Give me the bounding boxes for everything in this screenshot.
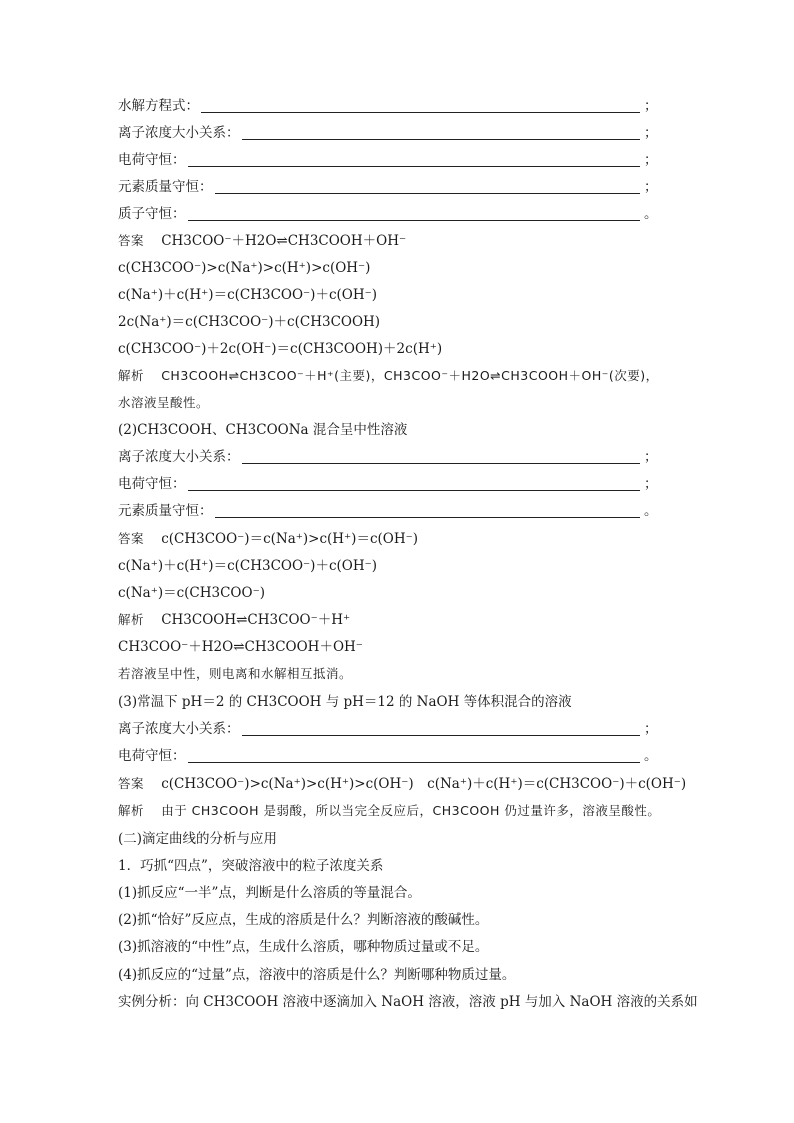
answer-text: c(Na⁺)＋c(H⁺)＝c(CH3COO⁻)＋c(OH⁻) <box>118 287 378 303</box>
hydrolysis-blank[interactable] <box>201 99 640 113</box>
answer-text: c(CH3COO⁻)＝c(Na⁺)>c(H⁺)＝c(OH⁻) <box>161 531 419 547</box>
mass-label: 元素质量守恒： <box>118 503 213 519</box>
ion-order-line <box>118 720 658 738</box>
answer-text: c(CH3COO⁻)＋2c(OH⁻)＝c(CH3COOH)＋2c(H⁺) <box>118 341 443 357</box>
ion-order-label: 离子浓度大小关系： <box>118 125 240 141</box>
charge-balance-line <box>118 475 658 493</box>
answer-text: c(Na⁺)＝c(CH3COO⁻) <box>118 585 265 601</box>
section-heading: (2)CH3COOH、CH3COONa 混合呈中性溶液 <box>118 422 408 438</box>
subheading: 1．巧抓“四点”，突破溶液中的粒子浓度关系 <box>118 858 384 874</box>
answer-prefix: 答案 <box>118 233 145 248</box>
analysis-prefix: 解析 <box>118 368 145 383</box>
ion-order-end: ； <box>644 449 658 465</box>
analysis-prefix: 解析 <box>118 803 145 818</box>
charge-label: 电荷守恒： <box>118 748 186 764</box>
mass-balance-line <box>118 178 658 196</box>
analysis-text: 水溶液呈酸性。 <box>118 395 210 410</box>
answer-line <box>118 557 377 575</box>
analysis-prefix: 解析 <box>118 612 145 627</box>
charge-balance-line <box>118 151 658 169</box>
answer-prefix: 答案 <box>118 776 145 791</box>
ion-order-blank[interactable] <box>242 450 641 464</box>
answer-line <box>118 775 686 793</box>
proton-end: 。 <box>644 206 658 222</box>
analysis-line <box>118 611 350 629</box>
analysis-text: CH3COOH⇌CH3COO⁻＋H⁺(主要)，CH3COO⁻＋H2O⇌CH3COOH＋OH⁻(次要)， <box>161 368 659 383</box>
ion-order-label: 离子浓度大小关系： <box>118 449 240 465</box>
answer-line <box>118 313 380 331</box>
analysis-line <box>118 802 660 820</box>
answer-line <box>118 232 406 250</box>
ion-order-end: ； <box>644 125 658 141</box>
ion-order-blank[interactable] <box>242 126 641 140</box>
answer-line <box>118 259 370 277</box>
section-heading: (二)滴定曲线的分析与应用 <box>118 831 278 847</box>
analysis-text: CH3COO⁻＋H2O⇌CH3COOH＋OH⁻ <box>118 639 363 655</box>
answer-text: c(CH3COO⁻)>c(Na⁺)>c(H⁺)>c(OH⁻) <box>118 260 371 276</box>
charge-blank[interactable] <box>188 749 641 763</box>
answer-text: CH3COO⁻＋H2O⇌CH3COOH＋OH⁻ <box>161 233 407 249</box>
answer-text: c(CH3COO⁻)>c(Na⁺)>c(H⁺)>c(OH⁻) c(Na⁺)＋c(H⁺)＝c(CH3COO⁻)＋c(OH⁻) <box>161 776 687 792</box>
analysis-line <box>118 367 659 385</box>
point-item: (3)抓溶液的“中性”点，生成什么溶质，哪种物质过量或不足。 <box>118 939 489 955</box>
answer-text: 2c(Na⁺)＝c(CH3COO⁻)＋c(CH3COOH) <box>118 314 381 330</box>
charge-end: 。 <box>644 748 658 764</box>
charge-balance-line <box>118 747 658 765</box>
mass-end: ； <box>644 179 658 195</box>
proton-blank[interactable] <box>188 207 641 221</box>
mass-balance-line <box>118 502 658 520</box>
analysis-text: 若溶液呈中性，则电离和水解相互抵消。 <box>118 666 353 681</box>
mass-label: 元素质量守恒： <box>118 179 213 195</box>
section-heading: (3)常温下 pH＝2 的 CH3COOH 与 pH＝12 的 NaOH 等体积混合的溶液 <box>118 694 572 710</box>
hydrolysis-equation-line <box>118 97 658 115</box>
point-item: (2)抓“恰好”反应点，生成的溶质是什么？判断溶液的酸碱性。 <box>118 912 489 928</box>
ion-order-blank[interactable] <box>242 722 641 736</box>
answer-prefix: 答案 <box>118 531 145 546</box>
charge-blank[interactable] <box>188 153 641 167</box>
answer-line <box>118 584 265 602</box>
charge-end: ； <box>644 476 658 492</box>
charge-end: ； <box>644 152 658 168</box>
mass-end: 。 <box>644 503 658 519</box>
answer-text: c(Na⁺)＋c(H⁺)＝c(CH3COO⁻)＋c(OH⁻) <box>118 558 378 574</box>
charge-label: 电荷守恒： <box>118 152 186 168</box>
hydrolysis-end: ； <box>644 98 658 114</box>
proton-label: 质子守恒： <box>118 206 186 222</box>
ion-order-line <box>118 124 658 142</box>
answer-line <box>118 340 442 358</box>
analysis-text: 由于 CH3COOH 是弱酸，所以当完全反应后，CH3COOH 仍过量许多，溶液呈酸性。 <box>161 803 661 818</box>
mass-blank[interactable] <box>215 180 641 194</box>
point-item: (1)抓反应“一半”点，判断是什么溶质的等量混合。 <box>118 885 421 901</box>
proton-balance-line <box>118 205 658 223</box>
answer-line <box>118 286 377 304</box>
hydrolysis-label: 水解方程式： <box>118 98 199 114</box>
analysis-text: CH3COOH⇌CH3COO⁻＋H⁺ <box>161 612 351 628</box>
charge-blank[interactable] <box>188 477 641 491</box>
ion-order-label: 离子浓度大小关系： <box>118 721 240 737</box>
ion-order-end: ； <box>644 721 658 737</box>
answer-line <box>118 530 418 548</box>
point-item: (4)抓反应的“过量”点，溶液中的溶质是什么？判断哪种物质过量。 <box>118 967 516 983</box>
mass-blank[interactable] <box>215 504 641 518</box>
example-text: 实例分析：向 CH3COOH 溶液中逐滴加入 NaOH 溶液，溶液 pH 与加入 NaOH 溶液的关系如 <box>118 994 698 1010</box>
charge-label: 电荷守恒： <box>118 476 186 492</box>
ion-order-line <box>118 448 658 466</box>
